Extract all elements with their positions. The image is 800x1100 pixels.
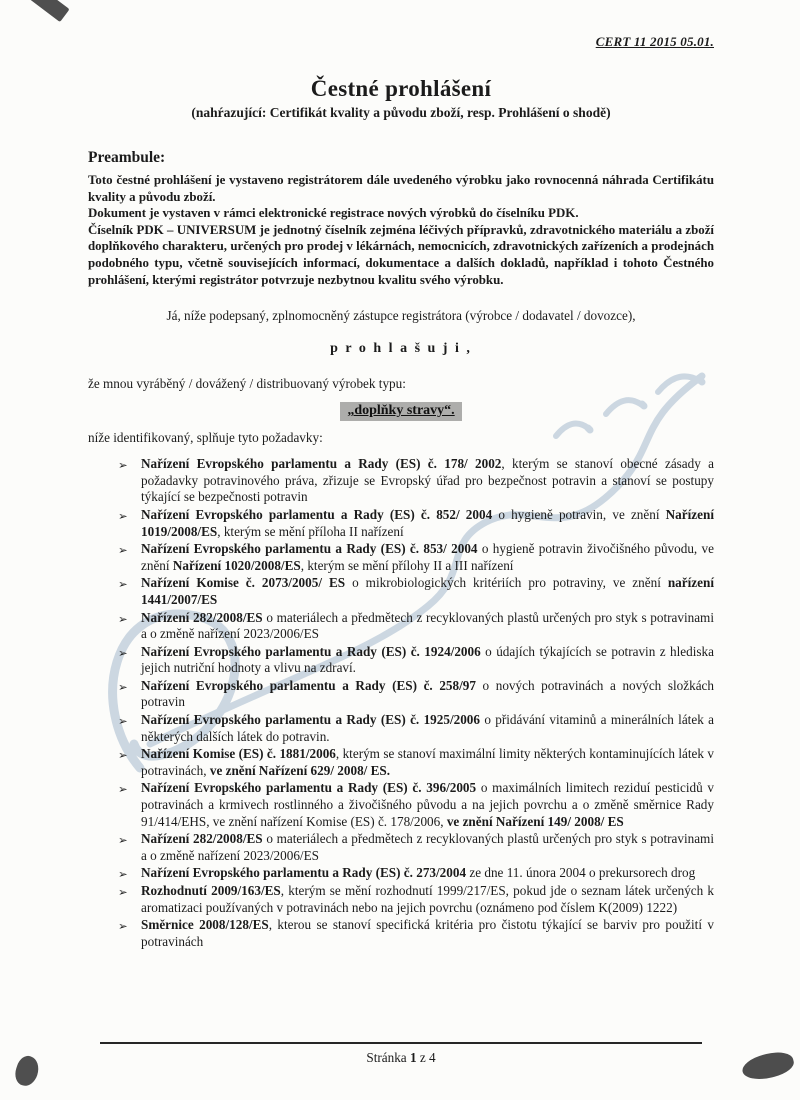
arrow-bullet-icon: ➢ — [118, 784, 128, 797]
requirement-text: Nařízení Komise č. 2073/2005/ ES o mikrobiologických kritériích pro potraviny, ve znění nařízení 1441/2007/ES — [141, 575, 714, 607]
arrow-bullet-icon: ➢ — [118, 750, 128, 763]
requirements-intro: níže identifikovaný, splňuje tyto požadavky: — [88, 430, 323, 446]
doc-code: CERT 11 2015 05.01. — [595, 34, 714, 49]
arrow-bullet-icon: ➢ — [118, 887, 128, 899]
page-number-suffix: z 4 — [416, 1050, 436, 1065]
declaration-verb: p r o h l a š u j i , — [330, 341, 472, 357]
requirement-text: Nařízení Evropského parlamentu a Rady (ES) č. 852/ 2004 o hygieně potravin, ve znění Nařízení 1019/2008/ES, kterým se mění příloha II nařízení — [141, 506, 714, 539]
arrow-bullet-icon: ➢ — [118, 869, 128, 882]
arrow-bullet-icon: ➢ — [118, 460, 128, 473]
requirement-item — [88, 644, 714, 677]
product-type-line: že mnou vyráběný / dovážený / distribuovaný výrobek typu: — [88, 376, 406, 392]
requirement-text: Směrnice 2008/128/ES, kterou se stanoví specifická kritéria pro čistotu týkající se barviv pro použití v potravinách — [141, 917, 714, 949]
requirement-text: Nařízení Evropského parlamentu a Rady (ES) č. 396/2005 o maximálních limitech reziduí pesticidů v potravinách a krmivech rostlinného a živočišného původu a na jejich povrchu a o změně směrnice Rady 91/414/EHS, ve znění nařízení Komise (ES) č. 178/2006, ve znění Nařízení 149/ 2008/ ES — [141, 780, 714, 829]
requirement-text: Nařízení Evropského parlamentu a Rady (ES) č. 178/ 2002, kterým se stanoví obecné zásady a požadavky potravinového práva, zřizuje se Evropský úřad pro bezpečnost potravin a stanoví se postupy týkající se bezpečnosti potravin — [141, 456, 714, 505]
requirement-item — [88, 917, 714, 950]
requirement-item — [88, 883, 714, 916]
requirement-item — [88, 746, 714, 779]
page-subtitle: (nahŕazující: Certifikát kvality a původu zboží, resp. Prohlášení o shodě) — [191, 105, 611, 120]
requirement-item — [88, 780, 714, 830]
page-footer — [100, 1042, 702, 1066]
arrow-bullet-icon: ➢ — [118, 716, 128, 729]
requirement-text: Nařízení Evropského parlamentu a Rady (ES) č. 273/2004 ze dne 11. února 2004 o prekursorech drog — [141, 865, 696, 881]
requirement-item — [88, 712, 714, 745]
requirement-text: Nařízení Evropského parlamentu a Rady (ES) č. 853/ 2004 o hygieně potravin živočišného původu, ve znění Nařízení 1020/2008/ES, kterým se mění přílohy II a III nařízení — [141, 541, 714, 573]
requirement-item — [88, 507, 714, 540]
arrow-bullet-icon: ➢ — [118, 921, 128, 934]
requirement-text: Nařízení Evropského parlamentu a Rady (ES) č. 1924/2006 o údajích týkajících se potravin z hlediska jejich nutriční hodnoty a vlivu na zdraví. — [141, 643, 714, 676]
arrow-bullet-icon: ➢ — [118, 613, 128, 626]
arrow-bullet-icon: ➢ — [118, 510, 128, 523]
requirement-text: Nařízení 282/2008/ES o materiálech a předmětech z recyklovaných plastů určených pro styk s potravinami a o změně nařízení 2023/2006/ES — [141, 831, 714, 863]
requirement-item — [88, 575, 714, 608]
requirement-text: Nařízení 282/2008/ES o materiálech a předmětech z recyklovaných plastů určených pro styk s potravinami a o změně nařízení 2023/2006/ES — [141, 609, 714, 642]
arrow-bullet-icon: ➢ — [118, 681, 128, 694]
requirement-text: Nařízení Evropského parlamentu a Rady (ES) č. 258/97 o nových potravinách a nových složkách potravin — [141, 677, 714, 710]
page-title: Čestné prohlášení — [310, 76, 492, 101]
requirement-text: Rozhodnutí 2009/163/ES, kterým se mění rozhodnutí 1999/217/ES, pokud jde o seznam látek určených k aromatizaci používaných v potravinách nebo na jejich povrchu (oznámeno pod číslem K(2009) 1222) — [141, 883, 715, 915]
declaration-intro: Já, níže podepsaný, zplnomocněný zástupce registrátora (výrobce / dodavatel / dovozce), — [166, 308, 636, 324]
page-number-prefix: Stránka — [366, 1050, 410, 1065]
requirement-text: Nařízení Evropského parlamentu a Rady (ES) č. 1925/2006 o přidávání vitaminů a minerálních látek a některých dalších látek do potravin. — [141, 712, 714, 744]
product-type-highlight: „doplňky stravy“. — [340, 402, 461, 421]
arrow-bullet-icon: ➢ — [118, 835, 128, 848]
preamble-heading: Preambule: — [88, 149, 166, 166]
arrow-bullet-icon: ➢ — [118, 647, 128, 660]
preamble-paragraph-3: Číselník PDK – UNIVERSUM je jednotný číselník zejména léčivých přípravků, zdravotnického materiálu a zboží doplňkového charakteru, určených pro prodej v lékárnách, nemocnicích, zdravotnických zařízeních a prodejnách podobného typu, včetně souvisejících informací, dokumentace a dalších dokladů, například i tohoto Čestného prohlášení, kterými registrátor potvrzuje nezbytnou kvalitu svého výrobku. — [88, 222, 714, 287]
page-number: 1 — [409, 1050, 417, 1065]
preamble-paragraph-1: Toto čestné prohlášení je vystaveno registrátorem dále uvedeného výrobku jako rovnocenná náhrada Certifikátu kvality a původu zboží. — [88, 173, 714, 204]
requirement-item — [88, 865, 714, 882]
arrow-bullet-icon: ➢ — [118, 545, 128, 558]
scan-artifact-bottom-right — [740, 1048, 796, 1084]
requirement-item — [88, 831, 714, 864]
product-type-row — [88, 401, 714, 421]
arrow-bullet-icon: ➢ — [118, 579, 128, 592]
requirement-item — [88, 610, 714, 643]
requirements-list — [88, 456, 714, 950]
requirement-text: Nařízení Komise (ES) č. 1881/2006, kterým se stanoví maximální limity některých kontaminujících látek v potravinách, ve znění Nařízení 629/ 2008/ ES. — [141, 746, 714, 778]
requirement-item — [88, 541, 714, 574]
preamble-paragraph-2: Dokument je vystaven v rámci elektronické registrace nových výrobků do číselníku PDK. — [88, 206, 579, 221]
scan-artifact-bottom-left — [12, 1053, 42, 1088]
requirement-item — [88, 456, 714, 506]
requirement-item — [88, 678, 714, 711]
